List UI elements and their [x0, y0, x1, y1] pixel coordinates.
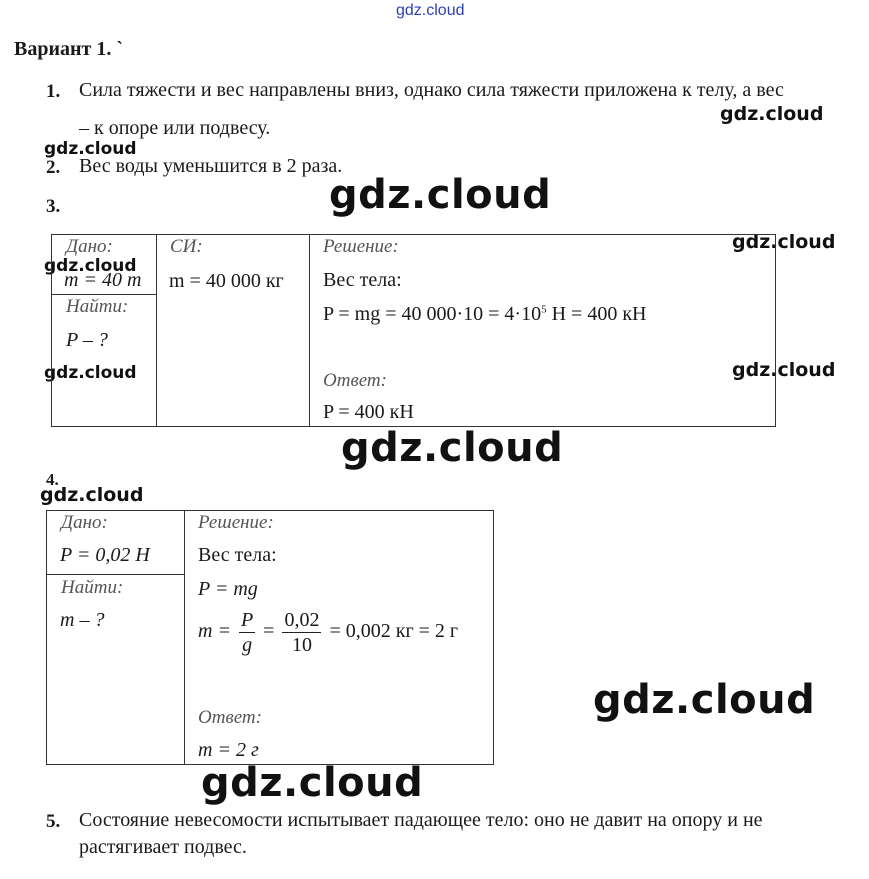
given-value: P = 0,02 Н [60, 544, 150, 566]
given-label: Дано: [61, 512, 108, 533]
variant-title: Вариант 1. [14, 38, 112, 60]
item-number: 1. [46, 81, 61, 102]
watermark: gdz.cloud [44, 139, 137, 159]
answer-5-line2: растягивает подвес. [79, 836, 247, 858]
table-divider [51, 294, 156, 295]
watermark: gdz.cloud [720, 103, 824, 125]
table-divider [184, 510, 185, 765]
find-value: m – ? [60, 609, 105, 631]
answer-2: Вес воды уменьшится в 2 раза. [79, 155, 343, 177]
given-value: m = 40 т [64, 269, 142, 291]
watermark: gdz.cloud [44, 256, 137, 276]
answer-1-line1: Сила тяжести и вес направлены вниз, однако сила тяжести приложена к телу, а вес [79, 79, 784, 101]
solution-text: Вес тела: [198, 544, 277, 566]
find-label: Найти: [66, 296, 129, 317]
si-label: СИ: [170, 236, 203, 257]
table-divider [46, 574, 184, 575]
watermark-large: gdz.cloud [201, 760, 424, 806]
solution-label: Решение: [198, 512, 274, 533]
solution-label: Решение: [323, 236, 399, 257]
watermark-top: gdz.cloud [396, 2, 465, 19]
watermark: gdz.cloud [44, 363, 137, 383]
heading-mark: ` [116, 38, 124, 60]
watermark: gdz.cloud [40, 484, 144, 506]
watermark-large: gdz.cloud [329, 172, 552, 218]
si-value: m = 40 000 кг [169, 270, 284, 292]
watermark-large: gdz.cloud [341, 425, 564, 471]
given-label: Дано: [66, 236, 113, 257]
find-label: Найти: [61, 577, 124, 598]
solution-text: Вес тела: [323, 269, 402, 291]
answer-5-line1: Состояние невесомости испытывает падающее тело: оно не давит на опору и не [79, 809, 763, 831]
variant-heading [14, 38, 123, 61]
task3-table [51, 234, 776, 427]
watermark-large: gdz.cloud [593, 677, 816, 723]
item-number: 2. [46, 157, 61, 178]
answer-1-line2: – к опоре или подвесу. [79, 117, 271, 139]
item-number: 3. [46, 196, 61, 217]
answer-value: P = 400 кН [323, 401, 414, 423]
table-divider [156, 234, 157, 427]
item-number: 4. [46, 470, 59, 489]
solution-formula: P = mg = 40 $000\cdot 10 = 4\cdot 10^5$ Н = 400 кН [323, 303, 647, 325]
watermark: gdz.cloud [732, 359, 836, 381]
answer-label: Ответ: [198, 707, 262, 728]
fraction-formula: m = $\frac{P}{g}$ = $\frac{0,02}{10}$ = 0,002 кг = 2 г [198, 609, 459, 656]
answer-label: Ответ: [323, 370, 387, 391]
find-value: P – ? [66, 329, 108, 351]
table-divider [309, 234, 310, 427]
watermark: gdz.cloud [732, 231, 836, 253]
answer-value: m = 2 г [198, 739, 259, 761]
item-number: 5. [46, 811, 61, 832]
solution-formula: P = mg [198, 578, 258, 600]
